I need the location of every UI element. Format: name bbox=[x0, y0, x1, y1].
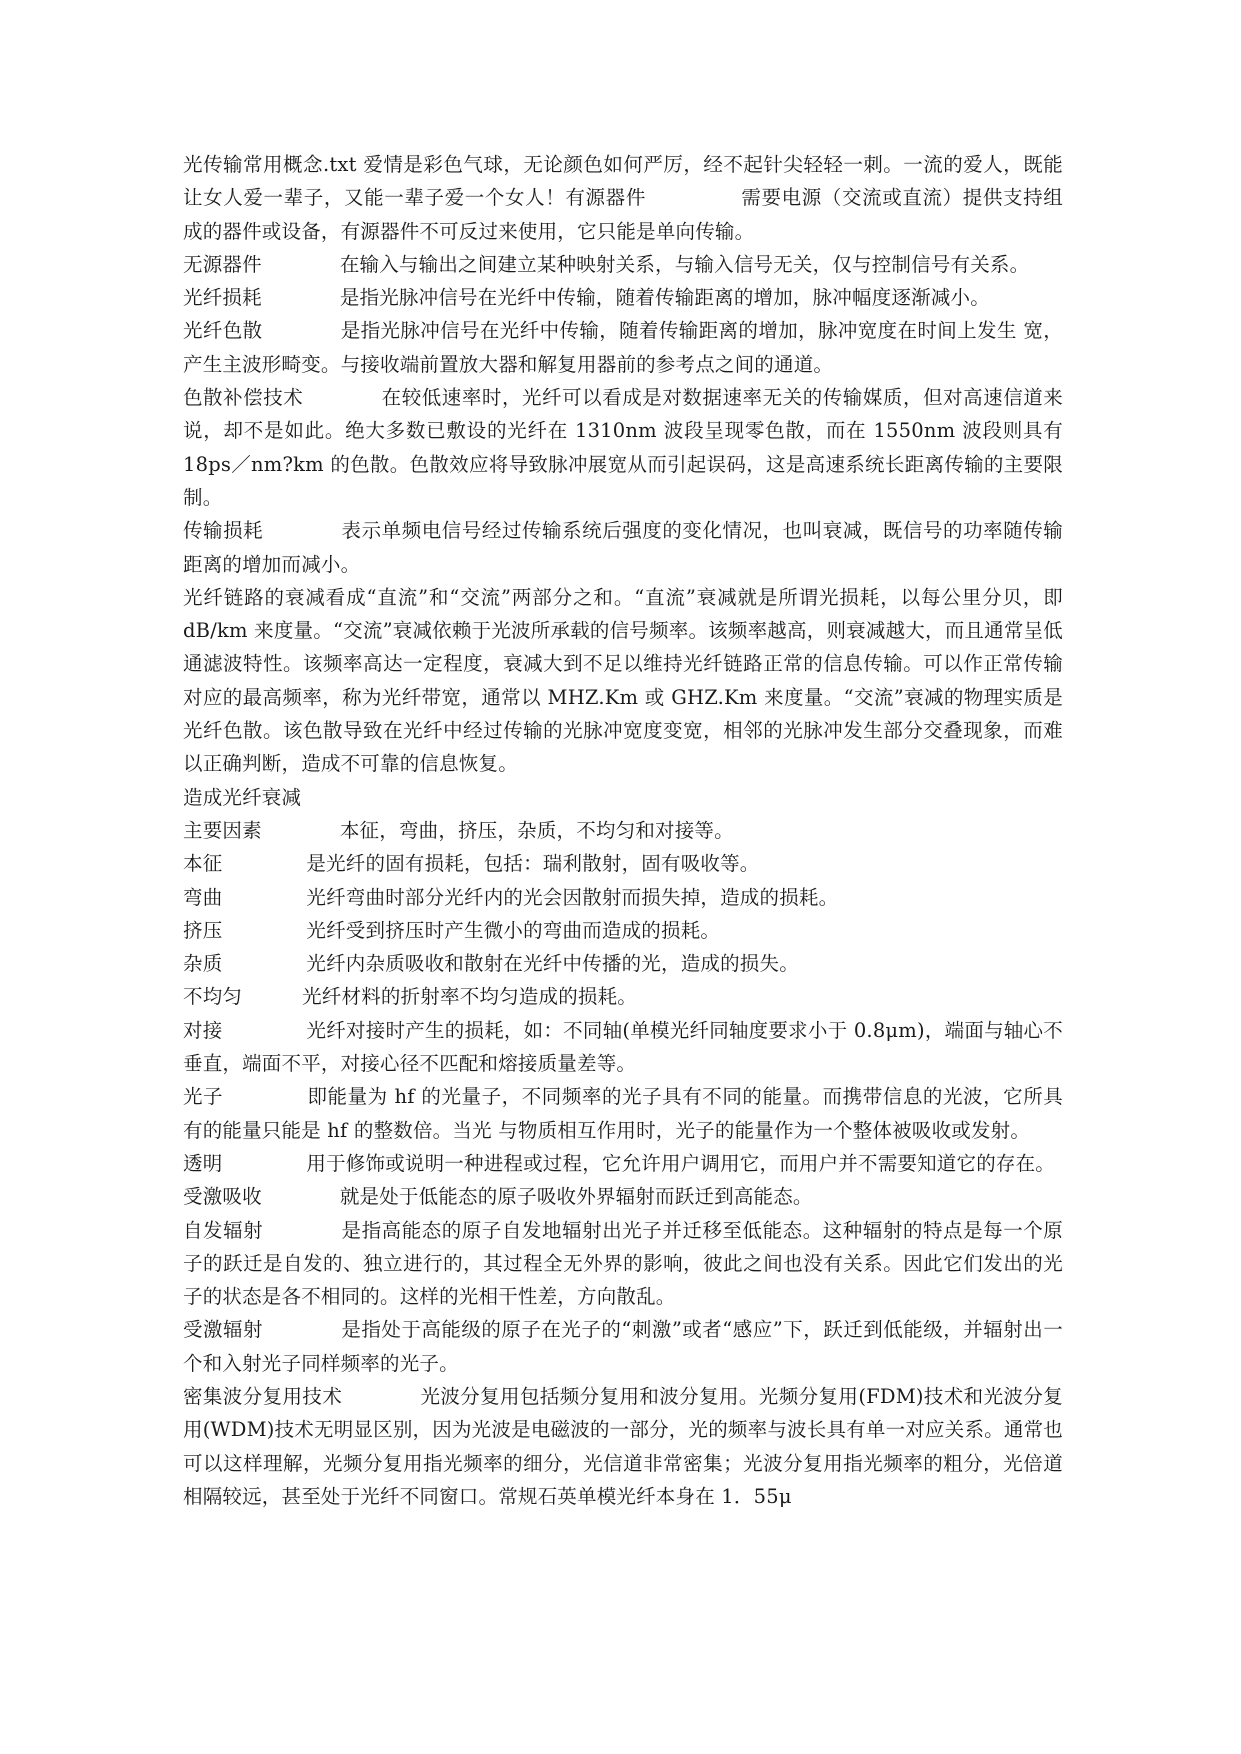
definition-text: 光纤受到挤压时产生微小的弯曲而造成的损耗。 bbox=[306, 918, 721, 942]
term-label: 本征 bbox=[183, 852, 223, 876]
term-label: 光纤损耗 bbox=[183, 286, 262, 310]
term-label: 密集波分复用技术 bbox=[183, 1384, 343, 1408]
term-label: 杂质 bbox=[183, 952, 223, 976]
definition-paragraph bbox=[183, 514, 1063, 581]
body-paragraph bbox=[183, 581, 1063, 781]
definition-paragraph bbox=[183, 881, 1063, 914]
definition-paragraph bbox=[183, 1380, 1063, 1513]
definition-paragraph bbox=[183, 847, 1063, 880]
definition-text: 就是处于低能态的原子吸收外界辐射而跃迁到高能态。 bbox=[339, 1185, 813, 1209]
term-label: 不均匀 bbox=[183, 985, 243, 1009]
definition-text: 是指处于高能级的原子在光子的“刺激”或者“感应”下，跃迁到低能级，并辐射出一个和入射光子同样频率的光子。 bbox=[183, 1318, 1063, 1375]
term-label: 传输损耗 bbox=[183, 519, 264, 543]
definition-text: 光波分复用包括频分复用和波分复用。光频分复用(FDM)技术和光波分复用(WDM)技术无明显区别，因为光波是电磁波的一部分，光的频率与波长具有单一对应关系。通常也可以这样理解，光频分复用指光频率的细分，光信道非常密集；光波分复用指光频率的粗分，光倍道相隔较远，甚至处于光纤不同窗口。常规石英单模光纤本身在 1．55μ bbox=[183, 1384, 1063, 1508]
definition-paragraph bbox=[183, 947, 1063, 980]
definition-text: 是指光脉冲信号在光纤中传输，随着传输距离的增加，脉冲宽度在时间上发生 宽，产生主波形畸变。与接收端前置放大器和解复用器前的参考点之间的通道。 bbox=[183, 319, 1063, 376]
definition-text: 本征，弯曲，挤压，杂质，不均匀和对接等。 bbox=[339, 818, 734, 842]
paragraph-text: 光纤链路的衰减看成“直流”和“交流”两部分之和。“直流”衰减就是所谓光损耗，以每公里分贝，即 dB/km 来度量。“交流”衰减依赖于光波所承载的信号频率。该频率越高，则衰减越大，而且通常呈低通滤波特性。该频率高达一定程度，衰减大到不足以维持光纤链路正常的信息传输。可以作正常传输对应的最高频率，称为光纤带宽，通常以 MHZ.Km 或 GHZ.Km 来度量。“交流”衰减的物理实质是光纤色散。该色散导致在光纤中经过传输的光脉冲宽度变宽，相邻的光脉冲发生部分交叠现象，而难以正确判断，造成不可靠的信息恢复。 bbox=[183, 585, 1063, 776]
definition-paragraph bbox=[183, 1014, 1063, 1081]
intro-paragraph bbox=[183, 148, 1063, 248]
definition-text: 用于修饰或说明一种进程或过程，它允许用户调用它，而用户并不需要知道它的存在。 bbox=[306, 1151, 1056, 1175]
definition-paragraph bbox=[183, 980, 1063, 1013]
definition-text: 表示单频电信号经过传输系统后强度的变化情况，也叫衰减，既信号的功率随传输距离的增加而减小。 bbox=[183, 519, 1063, 576]
definition-text: 在较低速率时，光纤可以看成是对数据速率无关的传输媒质，但对高速信道来说，却不是如此。绝大多数已敷设的光纤在 1310nm 波段呈现零色散，而在 1550nm 波段则具有 18ps／nm?km 的色散。色散效应将导致脉冲展宽从而引起误码，这是高速系统长距离传输的主要限制。 bbox=[183, 386, 1063, 509]
definition-text: 在输入与输出之间建立某种映射关系，与输入信号无关，仅与控制信号有关系。 bbox=[339, 252, 1030, 276]
definition-text: 光纤内杂质吸收和散射在光纤中传播的光，造成的损失。 bbox=[306, 952, 799, 976]
term-label: 光纤色散 bbox=[183, 319, 263, 343]
term-label: 自发辐射 bbox=[183, 1218, 264, 1242]
section-heading bbox=[183, 781, 1063, 814]
definition-text: 即能量为 hf 的光量子，不同频率的光子具有不同的能量。而携带信息的光波，它所具有的能量只能是 hf 的整数倍。当光 与物质相互作用时，光子的能量作为一个整体被吸收或发射。 bbox=[183, 1085, 1063, 1142]
paragraph-text: 需要电源（交流或直流）提供支持组成的器件或设备，有源器件不可反过来使用，它只能是单向传输。 bbox=[183, 186, 1063, 243]
definition-paragraph bbox=[183, 1313, 1063, 1380]
definition-paragraph bbox=[183, 281, 1063, 314]
definition-paragraph bbox=[183, 814, 1063, 847]
definition-paragraph bbox=[183, 1080, 1063, 1147]
document-body bbox=[183, 148, 1063, 1513]
definition-text: 是指高能态的原子自发地辐射出光子并迁移至低能态。这种辐射的特点是每一个原子的跃迁是自发的、独立进行的，其过程全无外界的影响，彼此之间也没有关系。因此它们发出的光子的状态是各不相同的。这样的光相干性差，方向散乱。 bbox=[183, 1218, 1063, 1309]
term-label: 弯曲 bbox=[183, 885, 223, 909]
definition-paragraph bbox=[183, 314, 1063, 381]
definition-paragraph bbox=[183, 381, 1063, 514]
term-label: 主要因素 bbox=[183, 818, 262, 842]
term-label: 透明 bbox=[183, 1151, 223, 1175]
term-label: 无源器件 bbox=[183, 252, 262, 276]
heading-text: 造成光纤衰减 bbox=[183, 785, 302, 809]
term-label: 色散补偿技术 bbox=[183, 386, 304, 410]
definition-paragraph bbox=[183, 914, 1063, 947]
definition-text: 是光纤的固有损耗，包括：瑞利散射，固有吸收等。 bbox=[306, 852, 760, 876]
term-label: 受激辐射 bbox=[183, 1318, 264, 1342]
definition-paragraph bbox=[183, 1147, 1063, 1180]
term-label: 挤压 bbox=[183, 918, 223, 942]
term-label: 对接 bbox=[183, 1018, 223, 1042]
definition-text: 光纤弯曲时部分光纤内的光会因散射而损失掉，造成的损耗。 bbox=[306, 885, 839, 909]
definition-paragraph bbox=[183, 1214, 1063, 1314]
term-label: 光子 bbox=[183, 1085, 224, 1109]
definition-paragraph bbox=[183, 248, 1063, 281]
definition-text: 是指光脉冲信号在光纤中传输，随着传输距离的增加，脉冲幅度逐渐减小。 bbox=[339, 286, 990, 310]
paragraph-text: 光传输常用概念.txt 爱情是彩色气球，无论颜色如何严厉，经不起针尖轻轻一刺。一流的爱人，既能让女人爱一辈子，又能一辈子爱一个女人！有源器件 bbox=[183, 153, 1063, 210]
term-label: 受激吸收 bbox=[183, 1185, 262, 1209]
definition-text: 光纤材料的折射率不均匀造成的损耗。 bbox=[302, 985, 638, 1009]
definition-text: 光纤对接时产生的损耗，如：不同轴(单模光纤同轴度要求小于 0.8μm)，端面与轴心不垂直，端面不平，对接心径不匹配和熔接质量差等。 bbox=[183, 1018, 1063, 1076]
definition-paragraph bbox=[183, 1180, 1063, 1213]
